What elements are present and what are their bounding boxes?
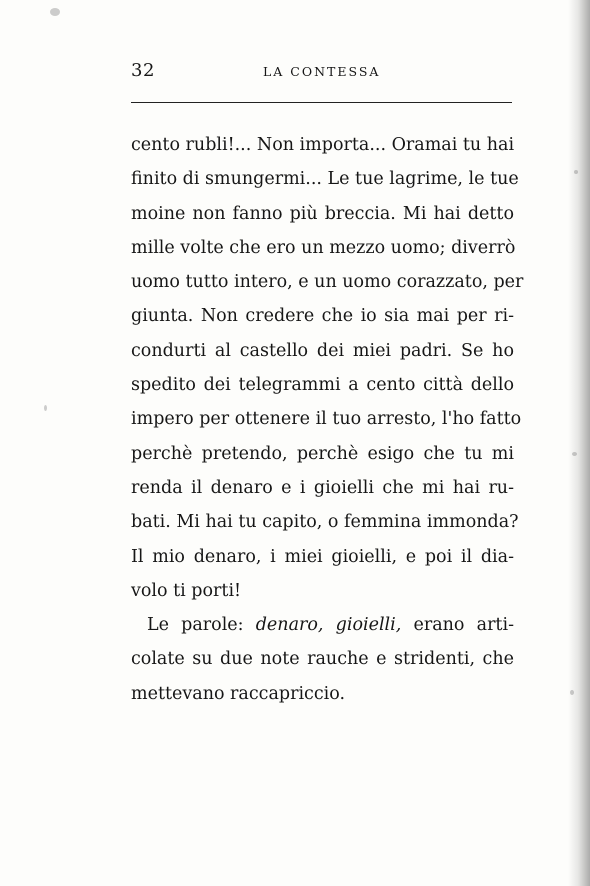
text-line: renda il denaro e i gioielli che mi hai ru- — [131, 477, 514, 498]
paper-speck — [572, 452, 577, 456]
text-line: uomo tutto intero, e un uomo corazzato, per — [131, 272, 524, 293]
page-number: 32 — [131, 60, 155, 81]
text-line: giunta. Non credere che io sia mai per ri- — [131, 306, 514, 327]
text-line: condurti al castello dei miei padri. Se ho — [131, 340, 514, 361]
page-edge-shadow — [568, 0, 590, 886]
text-line: cento rubli!... Non importa... Oramai tu hai — [131, 135, 515, 155]
paragraph-line: colate su due note rauche e stridenti, che — [131, 649, 514, 670]
paragraph-line — [131, 608, 514, 642]
paper-speck — [574, 170, 578, 174]
body-text — [131, 128, 524, 711]
text-line: Il mio denaro, i miei gioielli, e poi il dia- — [131, 546, 514, 567]
text-line: mille volte che ero un mezzo uomo; diverrò — [131, 237, 516, 258]
text-line: spedito dei telegrammi a cento città dello — [131, 375, 514, 396]
paper-speck — [50, 8, 60, 16]
text-line: impero per ottenere il tuo arresto, l'ho fatto — [131, 409, 522, 430]
text-line: perchè pretendo, perchè esigo che tu mi — [131, 443, 514, 464]
header-rule — [131, 102, 512, 103]
word-space — [323, 615, 335, 635]
text-line: bati. Mi hai tu capito, o femmina immonda? — [131, 512, 519, 533]
paper-speck — [570, 690, 574, 695]
text-line: finito di smungermi... Le tue lagrime, le tue — [131, 169, 519, 190]
paragraph-intro: Le parole: — [147, 615, 256, 636]
paragraph-rest: erano arti- — [401, 615, 514, 636]
paragraph-line: mettevano raccapriccio. — [131, 683, 346, 704]
text-line: volo ti porti! — [131, 580, 242, 601]
italic-word-denaro: denaro, — [255, 615, 324, 636]
paper-speck — [44, 405, 47, 411]
italic-word-gioielli: gioielli, — [335, 615, 402, 636]
text-line: moine non fanno più breccia. Mi hai detto — [131, 203, 514, 224]
running-head: LA CONTESSA — [263, 64, 381, 79]
